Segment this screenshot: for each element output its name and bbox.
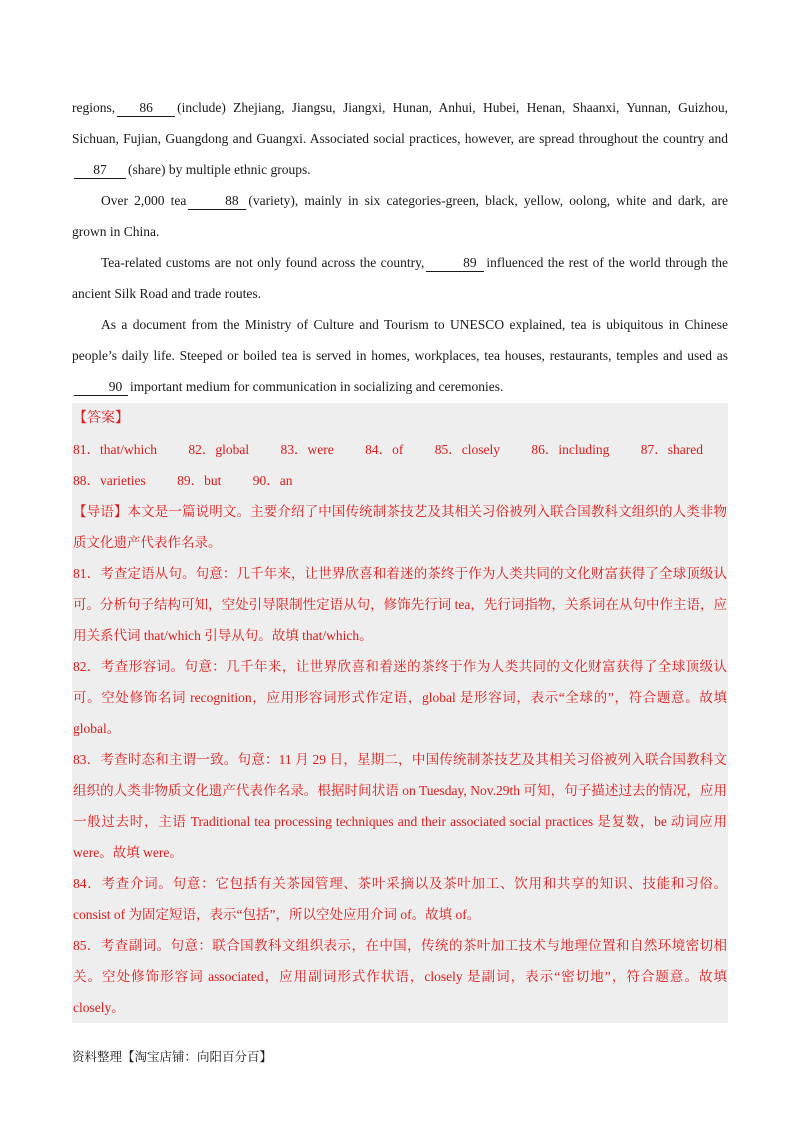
answer-heading: 【答案】 xyxy=(73,411,129,426)
answer-88: 88．varieties xyxy=(73,473,146,488)
blank-86: 86 xyxy=(117,100,175,117)
explanation-85: 85．考查副词。句意：联合国教科文组织表示，在中国，传统的茶叶加工技术与地理位置和自然环境密切相关。空处修饰形容词 associated，应用副词形式作状语，closely 是副词，表示“密切地”，符合题意。故填 closely。 xyxy=(73,938,727,1015)
passage-text: Tea-related customs are not only found across the country, xyxy=(101,255,425,270)
blank-90: 90 xyxy=(74,379,128,396)
passage-text: (variety), mainly in six categories-green, black, yellow, oolong, white and dark, are grown in China. xyxy=(72,193,728,239)
passage-paragraph-1 xyxy=(72,92,728,185)
answer-90: 90．an xyxy=(252,473,293,488)
answer-83: 83．were xyxy=(280,442,334,457)
passage-paragraph-2 xyxy=(72,185,728,247)
explanation-83: 83．考查时态和主谓一致。句意：11 月 29 日，星期二，中国传统制茶技艺及其相关习俗被列入联合国教科文组织的人类非物质文化遗产代表作名录。根据时间状语 on Tuesday, Nov.29th 可知，句子描述过去的情况，应用一般过去时，主语 Traditional tea processing techniques and their associated social practices 是复数，be 动词应用 were。故填 were。 xyxy=(73,752,727,860)
passage-text: regions, xyxy=(72,100,116,115)
answer-82: 82．global xyxy=(188,442,250,457)
answer-86: 86．including xyxy=(531,442,610,457)
passage-text: (include) Zhejiang, Jiangsu, Jiangxi, Hunan, Anhui, Hubei, Henan, Shaanxi, Yunnan, Guizhou, Sichuan, Fujian, Guangdong and Guangxi. Associated social practices, however, are spread throughout the country and xyxy=(72,100,728,146)
passage-text: (share) by multiple ethnic groups. xyxy=(128,162,311,177)
passage-text: Over 2,000 tea xyxy=(101,193,187,208)
reading-passage xyxy=(72,92,728,402)
lead-in-summary: 【导语】本文是一篇说明文。主要介绍了中国传统制茶技艺及其相关习俗被列入联合国教科文组织的人类非物质文化遗产代表作名录。 xyxy=(73,504,727,550)
page-footer: 资料整理【淘宝店铺：向阳百分百】 xyxy=(72,1049,273,1064)
passage-text: influenced the rest of the world through the ancient Silk Road and trade routes. xyxy=(72,255,728,301)
explanation-82: 82．考查形容词。句意：几千年来，让世界欣喜和着迷的茶终于作为人类共同的文化财富获得了全球顶级认可。空处修饰名词 recognition，应用形容词形式作定语，global 是形容词，表示“全球的”，符合题意。故填 global。 xyxy=(73,659,727,736)
answer-row-1 xyxy=(73,434,727,465)
explanation-84: 84．考查介词。句意：它包括有关茶园管理、茶叶采摘以及茶叶加工、饮用和共享的知识、技能和习俗。consist of 为固定短语，表示“包括”，所以空处应用介词 of。故填 of。 xyxy=(73,876,727,922)
answer-81: 81．that/which xyxy=(73,442,157,457)
answer-row-2 xyxy=(73,465,727,496)
answer-89: 89．but xyxy=(177,473,222,488)
passage-paragraph-3 xyxy=(72,247,728,309)
answer-87: 87．shared xyxy=(640,442,703,457)
answer-85: 85．closely xyxy=(434,442,500,457)
passage-text: As a document from the Ministry of Culture and Tourism to UNESCO explained, tea is ubiquitous in Chinese people’s daily life. Steeped or boiled tea is served in homes, workplaces, tea houses, restaurants, temples and used as xyxy=(72,317,728,363)
blank-88: 88 xyxy=(188,193,246,210)
blank-87: 87 xyxy=(74,162,126,179)
answer-84: 84．of xyxy=(365,442,404,457)
answer-section xyxy=(72,403,728,1023)
blank-89: 89 xyxy=(426,255,484,272)
document-page xyxy=(72,92,728,1023)
passage-paragraph-4 xyxy=(72,309,728,402)
passage-text: important medium for communication in socializing and ceremonies. xyxy=(130,379,504,394)
explanation-81: 81．考查定语从句。句意：几千年来，让世界欣喜和着迷的茶终于作为人类共同的文化财富获得了全球顶级认可。分析句子结构可知，空处引导限制性定语从句，修饰先行词 tea，先行词指物，关系词在从句中作主语，应用关系代词 that/which 引导从句。故填 that/which。 xyxy=(73,566,727,643)
